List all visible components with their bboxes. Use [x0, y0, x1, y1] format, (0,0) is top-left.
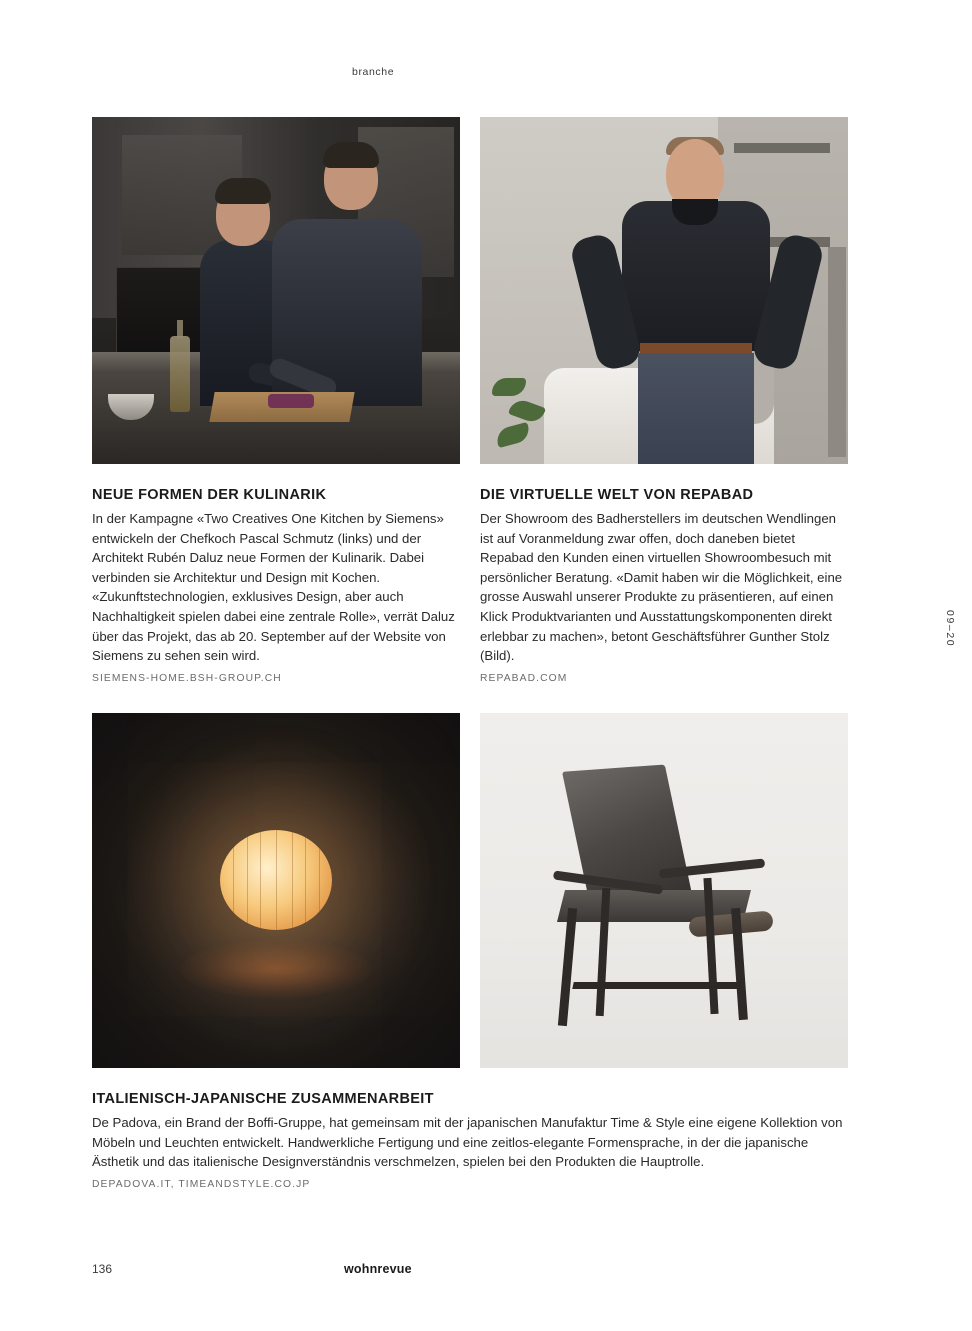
lamp-floor-glow [181, 940, 371, 998]
article-headline: ITALIENISCH-JAPANISCHE ZUSAMMENARBEIT [92, 1091, 434, 1107]
chair-stretcher [572, 982, 741, 989]
vegetables [268, 394, 314, 408]
oil-bottle [170, 336, 190, 412]
lounge-chair [539, 768, 789, 1028]
article-body: De Padova, ein Brand der Boffi-Gruppe, hat gemeinsam mit der japanischen Manufaktur Time & Style eine eigene Kollektion von Möbeln und Leuchten entwickelt. Handwerkliche Fertigung und eine zeitlos-elegante Formensprache, in der die japanische Ästhetik und das italienische Designverständnis verschmelzen, spielen bei den Produkten die Hauptrolle. [92, 1115, 843, 1170]
article-headline: NEUE FORMEN DER KULINARIK [92, 487, 327, 503]
issue-folio: 09–20 [944, 610, 956, 648]
wall-panel [828, 247, 846, 457]
chair-leg-front-left [558, 907, 577, 1025]
lamp-ribs [220, 830, 332, 930]
page-number: 136 [92, 1262, 113, 1276]
article-zusammenarbeit [92, 1091, 848, 1190]
article-source[interactable]: DEPADOVA.IT, TIMEANDSTYLE.CO.JP [92, 1178, 311, 1190]
article-body: Der Showroom des Badherstellers im deutschen Wendlingen ist auf Voranmeldung zwar offen, doch daneben bietet Repabad den Kunden einen virtuellen Showroombesuch mit persönlicher Beratung. «Damit haben wir die Möglichkeit, eine grosse Auswahl unserer Produkte zu präsentieren, auf einen Klick Produktvarianten und Ausstattungskomponenten direkt erlebbar zu machen», betont Geschäftsführer Gunther Stolz (Bild). [480, 511, 843, 664]
rubric-label: branche [352, 66, 395, 78]
lamp-shade [220, 830, 332, 930]
plant [492, 368, 558, 458]
photo-lamp [92, 713, 460, 1068]
article-source[interactable]: REPABAD.COM [480, 672, 568, 684]
person-gunther-stolz [612, 139, 780, 464]
person-architect-right [272, 146, 422, 406]
article-source[interactable]: SIEMENS-HOME.BSH-GROUP.CH [92, 672, 282, 684]
article-repabad [480, 487, 848, 684]
article-kulinarik [92, 487, 460, 684]
photo-kitchen [92, 117, 460, 464]
photo-chair [480, 713, 848, 1068]
article-body: In der Kampagne «Two Creatives One Kitchen by Siemens» entwickeln der Chefkoch Pascal Schmutz (links) und der Architekt Rubén Daluz neue Formen der Kulinarik. Dabei verbinden sie Architektur und Design mit Kochen. «Zukunftstechnologien, exklusives Design, aber auch Nachhaltigkeit spielen dabei eine zentrale Rolle», verrät Daluz über das Projekt, das ab 20. September auf der Website von Siemens zu sehen sein wird. [92, 511, 455, 664]
photo-portrait [480, 117, 848, 464]
magazine-brand: wohnrevue [344, 1262, 412, 1276]
article-headline: DIE VIRTUELLE WELT VON REPABAD [480, 487, 754, 503]
